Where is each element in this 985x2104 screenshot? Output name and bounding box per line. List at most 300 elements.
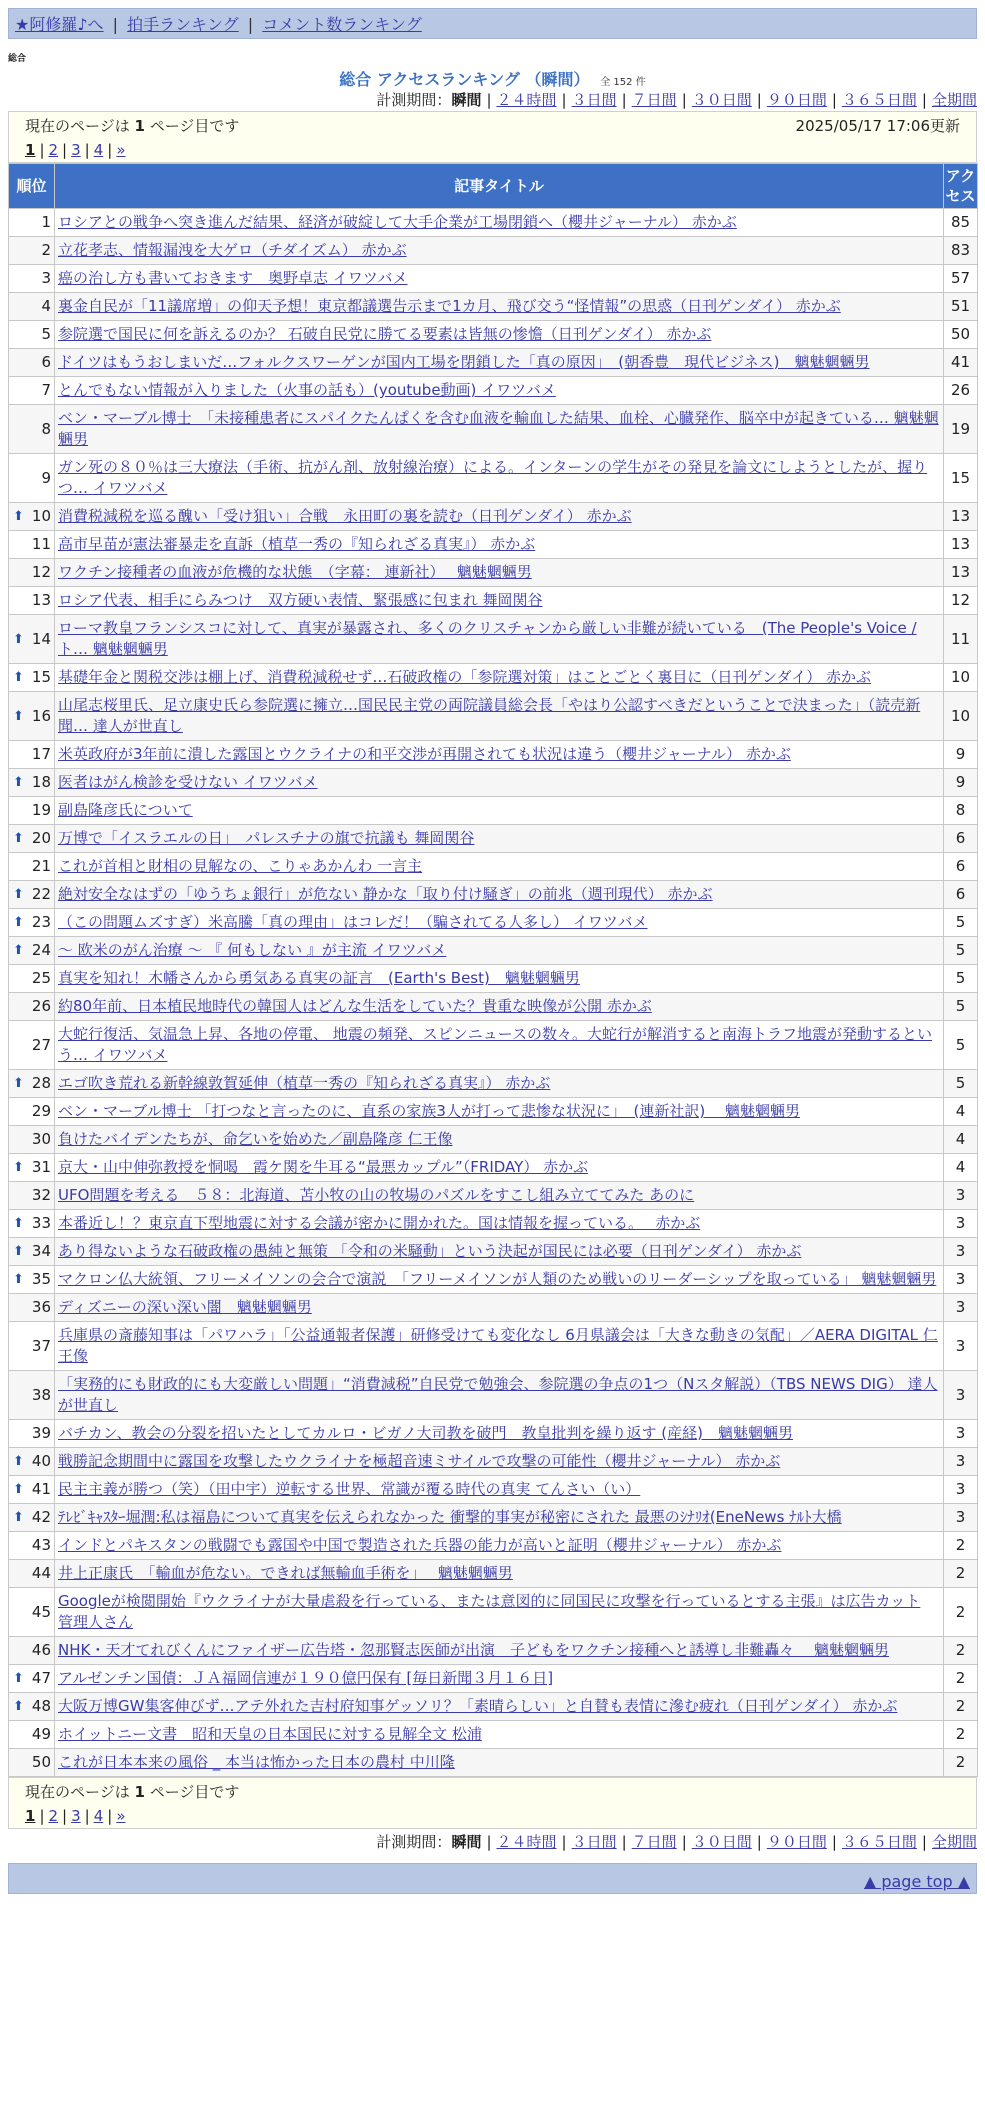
title-cell	[55, 503, 944, 531]
rank-cell	[9, 1294, 55, 1322]
article-link[interactable]: ～ 欧米のがん治療 ～ 『 何もしない 』が主流 イワツバメ	[58, 941, 447, 959]
rank-number: 48	[31, 1697, 51, 1715]
up-arrow-icon: ⬆	[13, 1699, 24, 1714]
title-cell	[55, 741, 944, 769]
rank-cell	[9, 965, 55, 993]
period-separator: |	[621, 91, 627, 109]
access-count: 6	[944, 825, 978, 853]
title-cell	[55, 1371, 944, 1420]
rank-number: 19	[31, 801, 51, 819]
period-link[interactable]: ３日間	[571, 91, 617, 109]
period-link[interactable]: ２４時間	[496, 1833, 557, 1851]
table-row	[9, 1693, 978, 1721]
access-count: 2	[944, 1637, 978, 1665]
rank-cell	[9, 1448, 55, 1476]
pager-links	[25, 138, 960, 162]
period-link[interactable]: ７日間	[631, 91, 677, 109]
access-count: 85	[944, 209, 978, 237]
access-count: 3	[944, 1448, 978, 1476]
period-label: 計測期間：	[376, 1833, 452, 1851]
period-separator: |	[756, 91, 762, 109]
access-count: 3	[944, 1322, 978, 1371]
title-cell	[55, 1182, 944, 1210]
pager-separator: |	[107, 1807, 113, 1825]
title-cell	[55, 321, 944, 349]
article-link[interactable]: マクロン仏大統領、フリーメイソンの会合で演説 「フリーメイソンが人類のため戦いのリーダーシップを取っている」 魑魅魍魎男	[58, 1270, 937, 1288]
table-row	[9, 454, 978, 503]
rank-cell	[9, 377, 55, 405]
access-count: 19	[944, 405, 978, 454]
article-link[interactable]: ホイットニー文書 昭和天皇の日本国民に対する見解全文 松浦	[58, 1725, 482, 1743]
rank-number: 29	[31, 1102, 51, 1120]
rank-cell	[9, 237, 55, 265]
article-link[interactable]: 消費税減税を巡る醜い「受け狙い」合戦 永田町の裏を読む（日刊ゲンダイ） 赤かぶ	[58, 507, 632, 525]
rank-cell	[9, 1238, 55, 1266]
access-count: 3	[944, 1238, 978, 1266]
period-separator: |	[561, 1833, 567, 1851]
period-current: 瞬間	[451, 1833, 482, 1851]
article-link[interactable]: 裏金自民が「11議席増」の仰天予想！東京都議選告示まで1カ月、飛び交う“怪情報”の思惑（日刊ゲンダイ） 赤かぶ	[58, 297, 841, 315]
article-link[interactable]: ﾃﾚﾋﾞｷｬｽﾀｰ堀潤:私は福島について真実を伝えられなかった 衝撃的事実が秘密にされた 最悪のｼﾅﾘｵ(EneNews ﾅﾙﾄ大橋	[58, 1508, 842, 1526]
rank-cell	[9, 265, 55, 293]
table-row	[9, 1504, 978, 1532]
period-separator: |	[486, 1833, 492, 1851]
category-label: 総合	[8, 54, 27, 64]
article-link[interactable]: 癌の治し方も書いておきます 奥野卓志 イワツバメ	[58, 269, 408, 287]
access-count: 3	[944, 1476, 978, 1504]
table-row	[9, 825, 978, 853]
period-separator: |	[561, 91, 567, 109]
access-count: 57	[944, 265, 978, 293]
period-link[interactable]: ２４時間	[496, 91, 557, 109]
rank-number: 33	[31, 1214, 51, 1232]
article-link[interactable]: 大蛇行復活、気温急上昇、各地の停電、 地震の頻発、スピンニュースの数々。大蛇行が解消すると南海トラフ地震が発動するという… イワツバメ	[58, 1025, 933, 1064]
rank-number: 20	[31, 829, 51, 847]
access-count: 50	[944, 321, 978, 349]
title-cell	[55, 1210, 944, 1238]
article-link[interactable]: 負けたバイデンたちが、命乞いを始めた／副島隆彦 仁王像	[58, 1130, 453, 1148]
title-cell	[55, 1098, 944, 1126]
period-selector	[8, 89, 977, 111]
pager-page-link[interactable]: 4	[93, 141, 104, 159]
table-row	[9, 1420, 978, 1448]
table-row	[9, 1749, 978, 1777]
table-row	[9, 587, 978, 615]
title-cell	[55, 1126, 944, 1154]
pager-page-link[interactable]: 3	[71, 141, 81, 159]
period-separator: |	[486, 91, 492, 109]
rank-number: 28	[31, 1074, 51, 1092]
access-count: 3	[944, 1182, 978, 1210]
title-cell	[55, 1266, 944, 1294]
title-cell	[55, 265, 944, 293]
pager-current-number: 1	[134, 117, 145, 135]
table-row	[9, 1476, 978, 1504]
rank-cell	[9, 1588, 55, 1637]
table-row	[9, 1532, 978, 1560]
article-link[interactable]: エゴ吹き荒れる新幹線敦賀延伸（植草一秀の『知られざる真実』） 赤かぶ	[58, 1074, 551, 1092]
rank-number: 27	[31, 1035, 51, 1054]
up-arrow-icon: ⬆	[13, 1272, 24, 1287]
access-count: 4	[944, 1126, 978, 1154]
article-link[interactable]: 高市早苗が憲法審暴走を直訴（植草一秀の『知られざる真実』） 赤かぶ	[58, 535, 536, 553]
period-selector-bottom	[8, 1831, 977, 1853]
rank-number: 1	[41, 213, 51, 231]
rank-cell	[9, 1210, 55, 1238]
access-count: 3	[944, 1371, 978, 1420]
up-arrow-icon: ⬆	[13, 631, 24, 647]
access-count: 2	[944, 1532, 978, 1560]
table-row	[9, 349, 978, 377]
article-link[interactable]: 井上正康氏 「輸血が危ない。できれば無輸血手術を」 魑魅魍魎男	[58, 1564, 513, 1582]
article-link[interactable]: 山尾志桜里氏、足立康史氏ら参院選に擁立…国民民主党の両院議員総会長「やはり公認すべきだということで決まった」（読売新聞… 達人が世直し	[58, 696, 921, 735]
access-count: 2	[944, 1721, 978, 1749]
pager-page-link[interactable]: 4	[93, 1807, 104, 1825]
period-link[interactable]: ３６５日間	[841, 91, 917, 109]
title-cell	[55, 1560, 944, 1588]
rank-number: 40	[31, 1452, 51, 1470]
title-cell	[55, 1749, 944, 1777]
period-separator: |	[921, 1833, 927, 1851]
access-count: 3	[944, 1504, 978, 1532]
rank-cell	[9, 664, 55, 692]
up-arrow-icon: ⬆	[13, 670, 24, 685]
access-count: 2	[944, 1560, 978, 1588]
table-row	[9, 615, 978, 664]
table-row	[9, 853, 978, 881]
period-link[interactable]: ９０日間	[766, 91, 827, 109]
article-link[interactable]: 民主主義が勝つ（笑）（田中宇）逆転する世界、常識が覆る時代の真実 てんさい（い）	[58, 1480, 641, 1498]
nav-separator: |	[112, 15, 119, 34]
access-count: 2	[944, 1693, 978, 1721]
article-link[interactable]: ベン・マーブル博士 「未接種患者にスパイクたんぱくを含む血液を輸血した結果、血栓、心臓発作、脳卒中が起きている… 魑魅魍魎男	[58, 409, 939, 448]
table-row	[9, 1294, 978, 1322]
access-count: 4	[944, 1098, 978, 1126]
article-link[interactable]: 大阪万博GW集客伸びず…アテ外れた吉村府知事ゲッソリ？「素晴らしい」と自賛も表情に滲む疲れ（日刊ゲンダイ） 赤かぶ	[58, 1697, 898, 1715]
access-count: 5	[944, 1021, 978, 1070]
title-column-header: 記事タイトル	[55, 164, 944, 209]
pager-next-link[interactable]: »	[116, 141, 126, 159]
table-row	[9, 1021, 978, 1070]
table-row	[9, 1371, 978, 1420]
title-cell	[55, 769, 944, 797]
article-link[interactable]: ローマ教皇フランシスコに対して、真実が暴露され、多くのクリスチャンから厳しい非難が続いている (The People's Voice / ト… 魑魅魍魎男	[58, 619, 917, 658]
pager-separator: |	[39, 1807, 45, 1825]
article-link[interactable]: 副島隆彦氏について	[58, 801, 193, 819]
article-link[interactable]: 万博で「イスラエルの日」 パレスチナの旗で抗議も 舞岡関谷	[58, 829, 475, 847]
access-count: 4	[944, 1154, 978, 1182]
pager-page-link[interactable]: 2	[48, 1807, 59, 1825]
table-row	[9, 293, 978, 321]
table-row	[9, 209, 978, 237]
rank-cell	[9, 503, 55, 531]
rank-column-header: 順位	[9, 164, 55, 209]
article-link[interactable]: 医者はがん検診を受けない イワツバメ	[58, 773, 318, 791]
access-count: 26	[944, 377, 978, 405]
period-current: 瞬間	[451, 91, 482, 109]
up-arrow-icon: ⬆	[13, 1454, 24, 1469]
access-count: 5	[944, 1070, 978, 1098]
rank-number: 8	[41, 419, 51, 438]
rank-number: 7	[41, 381, 51, 399]
up-arrow-icon: ⬆	[13, 887, 24, 902]
table-row	[9, 321, 978, 349]
table-row	[9, 1637, 978, 1665]
period-link[interactable]: ３０日間	[691, 1833, 752, 1851]
pager-separator: |	[84, 1807, 90, 1825]
pager-separator: |	[107, 141, 113, 159]
rank-cell	[9, 1504, 55, 1532]
table-row	[9, 1238, 978, 1266]
title-cell	[55, 349, 944, 377]
article-link[interactable]: UFO問題を考える ５８：北海道、苫小牧の山の牧場のパズルをすこし組み立ててみた あのに	[58, 1186, 695, 1204]
article-link[interactable]: これが日本本来の風俗 _ 本当は怖かった日本の農村 中川隆	[58, 1753, 455, 1771]
up-arrow-icon: ⬆	[13, 1482, 24, 1497]
up-arrow-icon: ⬆	[13, 1510, 24, 1525]
pager-box-bottom	[8, 1777, 977, 1829]
pager-current-number: 1	[134, 1783, 145, 1801]
table-row	[9, 881, 978, 909]
pager-links	[25, 1804, 960, 1828]
table-row	[9, 1665, 978, 1693]
period-link[interactable]: ７日間	[631, 1833, 677, 1851]
footer-bar	[8, 1863, 977, 1894]
table-row	[9, 1588, 978, 1637]
article-link[interactable]: Googleが検閲開始『ウクライナが大量虐殺を行っている、または意図的に同国民に攻撃を行っているとする主張』は広告カット 管理人さん	[58, 1592, 921, 1631]
pager-status-suffix: ページ目です	[149, 117, 240, 135]
title-cell	[55, 531, 944, 559]
article-link[interactable]: 絶対安全なはずの「ゆうちょ銀行」が危ない 静かな「取り付け騒ぎ」の前兆（週刊現代） 赤かぶ	[58, 885, 713, 903]
article-link[interactable]: ワクチン接種者の血液が危機的な状態 （字幕： 連新社） 魑魅魍魎男	[58, 563, 532, 581]
article-link[interactable]: NHK・天才てれびくんにファイザー広告塔・忽那賢志医師が出演 子どもをワクチン接種へと誘導し非難轟々 魑魅魍魎男	[58, 1641, 890, 1659]
rank-cell	[9, 1126, 55, 1154]
rank-number: 49	[31, 1725, 51, 1743]
pager-status-suffix: ページ目です	[149, 1783, 240, 1801]
title-cell	[55, 293, 944, 321]
rank-cell	[9, 1693, 55, 1721]
title-cell	[55, 1588, 944, 1637]
table-row	[9, 993, 978, 1021]
article-link[interactable]: 本番近し！？東京直下型地震に対する会議が密かに開かれた。国は情報を握っている。 赤かぶ	[58, 1214, 701, 1232]
access-count: 5	[944, 909, 978, 937]
access-count: 11	[944, 615, 978, 664]
period-label: 計測期間：	[376, 91, 452, 109]
clap-ranking-link[interactable]: 拍手ランキング	[127, 15, 239, 34]
period-link[interactable]: ９０日間	[766, 1833, 827, 1851]
title-cell	[55, 615, 944, 664]
article-link[interactable]: ベン・マーブル博士 「打つなと言ったのに、直系の家族3人が打って悲惨な状況に」 (連新社訳) 魑魅魍魎男	[58, 1102, 800, 1120]
article-link[interactable]: 兵庫県の斎藤知事は「パワハラ」「公益通報者保護」研修受けても変化なし 6月県議会は「大きな動きの気配」／AERA DIGITAL 仁王像	[58, 1326, 938, 1365]
table-row	[9, 1721, 978, 1749]
access-count: 3	[944, 1266, 978, 1294]
pager-status-prefix: 現在のページは	[25, 1783, 130, 1801]
title-cell	[55, 1693, 944, 1721]
comment-ranking-link[interactable]: コメント数ランキング	[262, 15, 422, 34]
access-count: 51	[944, 293, 978, 321]
table-row	[9, 769, 978, 797]
period-link[interactable]: 全期間	[931, 91, 977, 109]
rank-number: 16	[31, 706, 51, 725]
pager-status	[25, 114, 239, 138]
pager-separator: |	[39, 141, 45, 159]
article-link[interactable]: アルゼンチン国債：ＪＡ福岡信連が１９０億円保有 [毎日新聞３月１６日]	[58, 1669, 554, 1687]
access-count: 41	[944, 349, 978, 377]
article-link[interactable]: ドイツはもうおしまいだ…フォルクスワーゲンが国内工場を閉鎖した「真の原因」 (朝香豊 現代ビジネス) 魑魅魍魎男	[58, 353, 870, 371]
title-cell	[55, 1504, 944, 1532]
rank-cell	[9, 1371, 55, 1420]
rank-cell	[9, 1182, 55, 1210]
title-cell	[55, 881, 944, 909]
period-link[interactable]: 全期間	[931, 1833, 977, 1851]
up-arrow-icon: ⬆	[13, 943, 24, 958]
article-link[interactable]: 「実務的にも財政的にも大変厳しい問題」“消費減税”自民党で勉強会、参院選の争点の1つ（Nスタ解説）（TBS NEWS DIG） 達人が世直し	[58, 1375, 938, 1414]
rank-cell	[9, 531, 55, 559]
rank-cell	[9, 1665, 55, 1693]
access-count: 9	[944, 769, 978, 797]
access-count: 13	[944, 503, 978, 531]
article-link[interactable]: これが首相と財相の見解なの、こりゃあかんわ 一言主	[58, 857, 423, 875]
article-link[interactable]: （この問題ムズすぎ）米高騰「真の理由」はコレだ！（騙されてる人多し） イワツバメ	[58, 913, 648, 931]
access-count: 2	[944, 1749, 978, 1777]
article-link[interactable]: バチカン、教会の分裂を招いたとしてカルロ・ビガノ大司教を破門 教皇批判を繰り返す (産経) 魑魅魍魎男	[58, 1424, 793, 1442]
access-count: 13	[944, 559, 978, 587]
rank-cell	[9, 937, 55, 965]
rank-number: 41	[31, 1480, 51, 1498]
article-link[interactable]: 立花孝志、情報漏洩を大ゲロ（チダイズム） 赤かぶ	[58, 241, 407, 259]
period-link[interactable]: ３０日間	[691, 91, 752, 109]
access-count: 9	[944, 741, 978, 769]
article-link[interactable]: ロシア代表、相手にらみつけ 双方硬い表情、緊張感に包まれ 舞岡関谷	[58, 591, 543, 609]
title-cell	[55, 1322, 944, 1371]
rank-number: 32	[31, 1186, 51, 1204]
up-arrow-icon: ⬆	[13, 1076, 24, 1091]
article-link[interactable]: 参院選で国民に何を訴えるのか？ 石破自民党に勝てる要素は皆無の惨憺（日刊ゲンダイ） 赤かぶ	[58, 325, 712, 343]
title-cell	[55, 1420, 944, 1448]
pager-status-row	[25, 1780, 960, 1804]
top-nav-bar	[8, 8, 977, 39]
pager-box	[8, 111, 977, 163]
rank-cell	[9, 909, 55, 937]
article-link[interactable]: とんでもない情報が入りました（火事の話も）(youtube動画) イワツバメ	[58, 381, 556, 399]
table-row	[9, 531, 978, 559]
period-separator: |	[621, 1833, 627, 1851]
article-link[interactable]: 京大・山中伸弥教授を恫喝 霞ケ関を牛耳る“最悪カップル”（FRIDAY） 赤かぶ	[58, 1158, 589, 1176]
title-cell	[55, 1154, 944, 1182]
article-link[interactable]: 約80年前、日本植民地時代の韓国人はどんな生活をしていた？貴重な映像が公開 赤かぶ	[58, 997, 652, 1015]
period-link[interactable]: ３６５日間	[841, 1833, 917, 1851]
table-row	[9, 1210, 978, 1238]
rank-number: 43	[31, 1536, 51, 1554]
up-arrow-icon: ⬆	[13, 775, 24, 790]
rank-cell	[9, 797, 55, 825]
rank-number: 39	[31, 1424, 51, 1442]
access-count: 2	[944, 1665, 978, 1693]
title-cell	[55, 965, 944, 993]
home-link[interactable]: ★阿修羅♪へ	[15, 15, 104, 34]
up-arrow-icon: ⬆	[13, 1671, 24, 1686]
access-count: 3	[944, 1294, 978, 1322]
article-link[interactable]: 真実を知れ！木幡さんから勇気ある真実の証言 (Earth's Best) 魑魅魍魎男	[58, 969, 580, 987]
table-row	[9, 265, 978, 293]
title-cell	[55, 1294, 944, 1322]
rank-number: 2	[41, 241, 51, 259]
rank-number: 50	[31, 1753, 51, 1771]
title-cell	[55, 937, 944, 965]
access-count: 5	[944, 965, 978, 993]
article-link[interactable]: 米英政府が3年前に潰した露国とウクライナの和平交渉が再開されても状況は違う（櫻井ジャーナル） 赤かぶ	[58, 745, 791, 763]
nav-separator: |	[247, 15, 254, 34]
rank-cell	[9, 321, 55, 349]
article-link[interactable]: インドとパキスタンの戦闘でも露国や中国で製造された兵器の能力が高いと証明（櫻井ジャーナル） 赤かぶ	[58, 1536, 782, 1554]
rank-cell	[9, 405, 55, 454]
rank-number: 47	[31, 1669, 51, 1687]
rank-number: 46	[31, 1641, 51, 1659]
table-row	[9, 937, 978, 965]
up-arrow-icon: ⬆	[13, 1216, 24, 1231]
period-separator: |	[756, 1833, 762, 1851]
table-row	[9, 405, 978, 454]
table-row	[9, 1182, 978, 1210]
access-count: 10	[944, 664, 978, 692]
article-link[interactable]: ガン死の８０％は三大療法（手術、抗がん剤、放射線治療）による。インターンの学生がその発見を論文にしようとしたが、握りつ… イワツバメ	[58, 458, 928, 497]
rank-number: 30	[31, 1130, 51, 1148]
title-cell	[55, 1238, 944, 1266]
article-link[interactable]: ロシアとの戦争へ突き進んだ結果、経済が破綻して大手企業が工場閉鎖へ（櫻井ジャーナル） 赤かぶ	[58, 213, 737, 231]
article-link[interactable]: 基礎年金と関税交渉は棚上げ、消費税減税せず…石破政権の「参院選対策」はことごとく裏目に（日刊ゲンダイ） 赤かぶ	[58, 668, 871, 686]
table-row	[9, 377, 978, 405]
table-row	[9, 237, 978, 265]
table-row	[9, 1070, 978, 1098]
access-count: 3	[944, 1210, 978, 1238]
rank-number: 10	[31, 507, 51, 525]
rank-number: 12	[31, 563, 51, 581]
rank-cell	[9, 454, 55, 503]
rank-number: 24	[31, 941, 51, 959]
title-cell	[55, 405, 944, 454]
pager-separator: |	[62, 1807, 68, 1825]
access-count: 8	[944, 797, 978, 825]
rank-cell	[9, 1021, 55, 1070]
article-link[interactable]: 戦勝記念期間中に露国を攻撃したウクライナを極超音速ミサイルで攻撃の可能性（櫻井ジャーナル） 赤かぶ	[58, 1452, 781, 1470]
period-link[interactable]: ３日間	[571, 1833, 617, 1851]
rank-cell	[9, 1560, 55, 1588]
updated-timestamp: 2025/05/17 17:06更新	[795, 117, 960, 135]
table-row	[9, 909, 978, 937]
rank-number: 36	[31, 1298, 51, 1316]
rank-cell	[9, 692, 55, 741]
page-top-link[interactable]: ▲ page top ▲	[863, 1872, 970, 1891]
rank-number: 38	[31, 1385, 51, 1404]
page-title: 総合 アクセスランキング （瞬間）	[339, 70, 590, 89]
pager-status-row	[25, 114, 960, 138]
table-row	[9, 1126, 978, 1154]
pager-page-link[interactable]: 2	[48, 141, 59, 159]
pager-next-link[interactable]: »	[116, 1807, 126, 1825]
pager-status	[25, 1780, 239, 1804]
rank-number: 3	[41, 269, 51, 287]
pager-page-link[interactable]: 3	[71, 1807, 81, 1825]
title-cell	[55, 853, 944, 881]
ranking-table	[8, 163, 978, 1777]
period-separator: |	[831, 1833, 837, 1851]
title-cell	[55, 825, 944, 853]
article-link[interactable]: あり得ないような石破政権の愚純と無策 「令和の米騒動」という決起が国民には必要（日刊ゲンダイ） 赤かぶ	[58, 1242, 802, 1260]
article-link[interactable]: ディズニーの深い深い闇 魑魅魍魎男	[58, 1298, 312, 1316]
title-cell	[55, 909, 944, 937]
table-row	[9, 503, 978, 531]
rank-cell	[9, 741, 55, 769]
title-cell	[55, 1476, 944, 1504]
